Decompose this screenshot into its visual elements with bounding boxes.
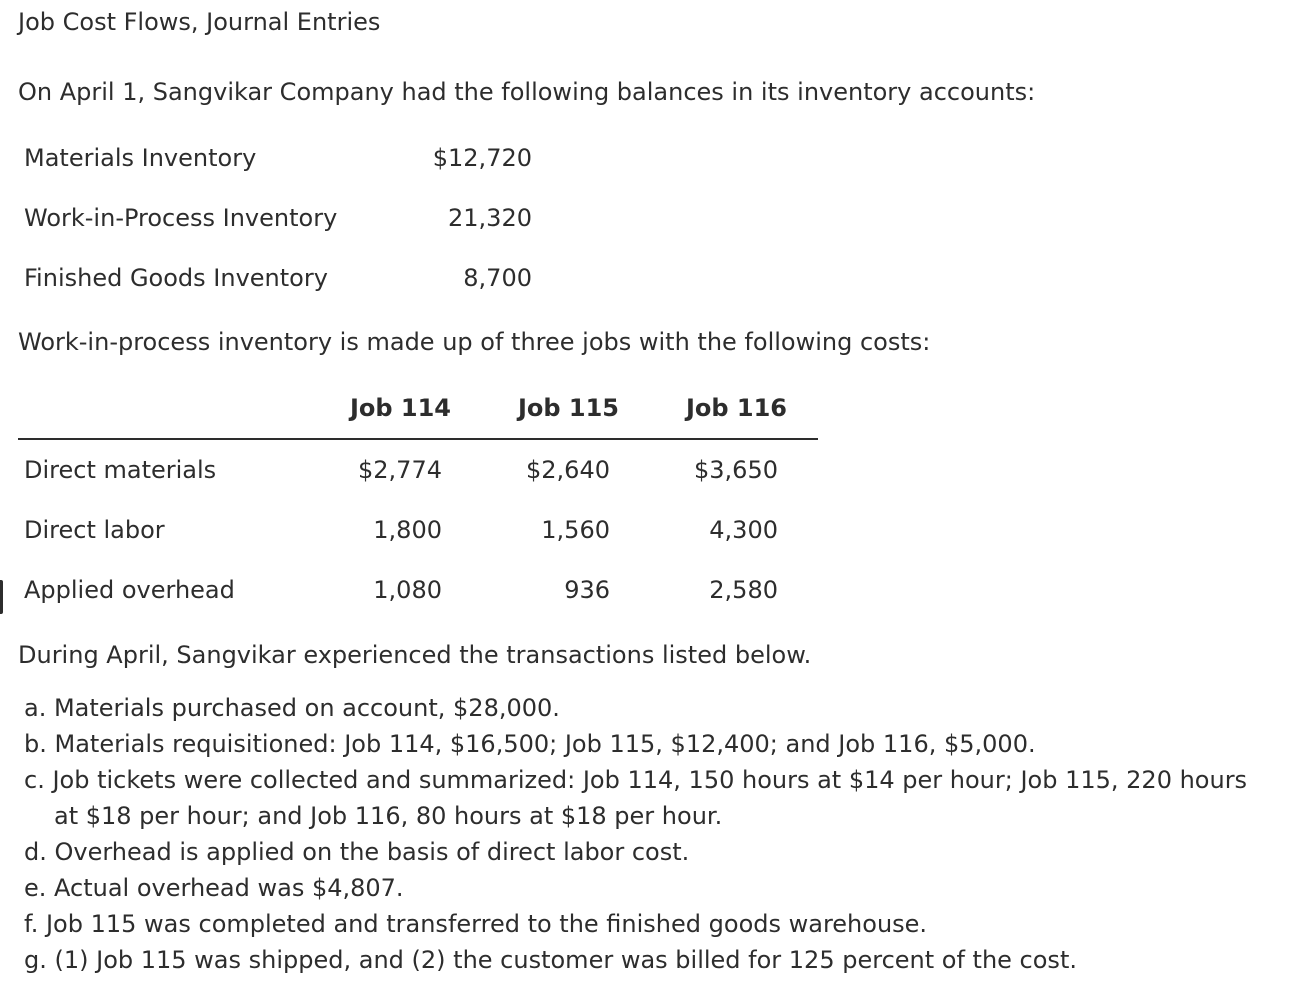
intro-text: On April 1, Sangvikar Company had the following balances in its inventory accounts: [18, 78, 1036, 106]
cell-applied-overhead-116: 2,580 [709, 576, 778, 604]
cell-direct-materials-114: $2,774 [358, 456, 442, 484]
balance-label-wip: Work-in-Process Inventory [24, 204, 338, 232]
balance-value-wip: 21,320 [448, 204, 532, 232]
cell-direct-labor-115: 1,560 [541, 516, 610, 544]
transaction-b: b. Materials requisitioned: Job 114, $16,500; Job 115, $12,400; and Job 116, $5,000. [24, 730, 1036, 758]
cell-applied-overhead-115: 936 [564, 576, 610, 604]
row-label-direct-materials: Direct materials [24, 456, 217, 484]
transaction-e: e. Actual overhead was $4,807. [24, 874, 404, 902]
cell-direct-materials-115: $2,640 [526, 456, 610, 484]
transaction-c-continued: at $18 per hour; and Job 116, 80 hours at $18 per hour. [54, 802, 723, 830]
cell-direct-labor-116: 4,300 [709, 516, 778, 544]
transaction-g: g. (1) Job 115 was shipped, and (2) the customer was billed for 125 percent of the cost. [24, 946, 1077, 974]
job-header-114: Job 114 [349, 394, 451, 422]
page-title: Job Cost Flows, Journal Entries [18, 8, 381, 36]
balance-value-finished-goods: 8,700 [463, 264, 532, 292]
transaction-c: c. Job tickets were collected and summarized: Job 114, 150 hours at $14 per hour; Job 115, 220 hours [24, 766, 1248, 794]
left-edge-marker [0, 580, 3, 614]
cell-applied-overhead-114: 1,080 [373, 576, 442, 604]
transaction-a: a. Materials purchased on account, $28,000. [24, 694, 560, 722]
balance-label-finished-goods: Finished Goods Inventory [24, 264, 328, 292]
balance-label-materials: Materials Inventory [24, 144, 257, 172]
cell-direct-materials-116: $3,650 [694, 456, 778, 484]
row-label-applied-overhead: Applied overhead [24, 576, 235, 604]
table-header-rule [18, 438, 818, 440]
row-label-direct-labor: Direct labor [24, 516, 165, 544]
during-april-text: During April, Sangvikar experienced the transactions listed below. [18, 641, 812, 669]
transaction-d: d. Overhead is applied on the basis of direct labor cost. [24, 838, 690, 866]
wip-intro-text: Work-in-process inventory is made up of three jobs with the following costs: [18, 328, 931, 356]
balance-value-materials: $12,720 [432, 144, 532, 172]
transaction-f: f. Job 115 was completed and transferred to the finished goods warehouse. [24, 910, 928, 938]
job-header-115: Job 115 [517, 394, 619, 422]
job-header-116: Job 116 [685, 394, 787, 422]
cell-direct-labor-114: 1,800 [373, 516, 442, 544]
